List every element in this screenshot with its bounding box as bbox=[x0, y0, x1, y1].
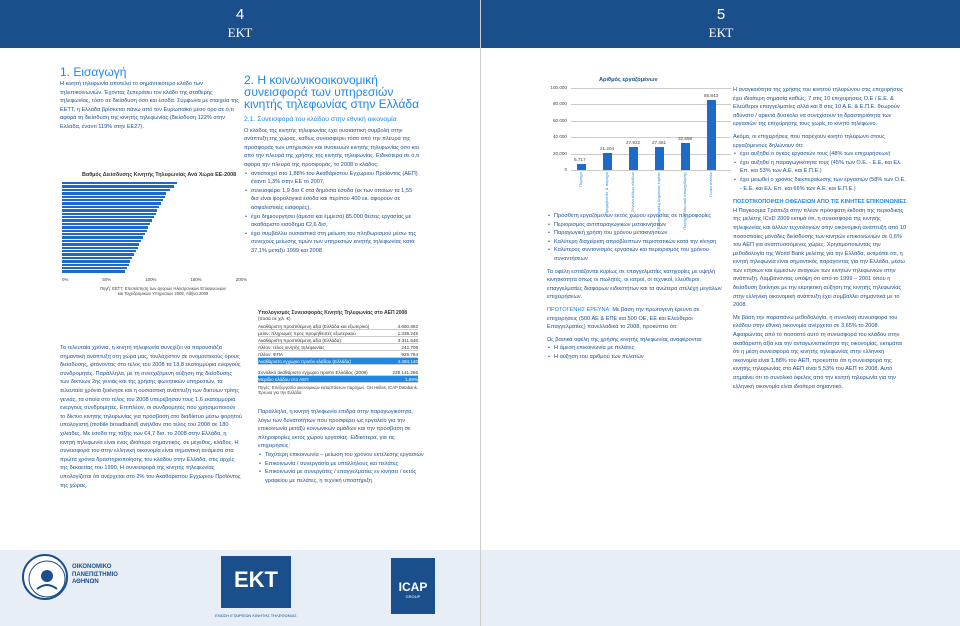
bullet-item: • Περιορισμός αντιπαραγωγικών μετακινήσεων bbox=[547, 221, 723, 230]
table-unit: (ποσά σε χιλ. €) bbox=[258, 316, 291, 321]
penetration-bar bbox=[62, 230, 147, 232]
penetration-bar bbox=[62, 253, 134, 255]
bar-value-label: 21.204 bbox=[600, 145, 615, 151]
category-label: Γενικό σύνολο bbox=[708, 172, 713, 198]
y-tick-label: 20.000 bbox=[552, 150, 567, 156]
page-number: 4 bbox=[235, 6, 245, 23]
penetration-bar bbox=[62, 216, 154, 218]
penetration-bar bbox=[62, 240, 141, 242]
bullet-item: • έχει αυξηθεί η παραγωγικότητα τους (45% των Ο.Ε. - Ε.Ε. και Ελ. Επ. και 53% των Α.Ε. και Ε.Π.Ε.) bbox=[733, 159, 909, 176]
bullet-item: • Η άμεση επικοινωνία με πελάτες bbox=[547, 344, 723, 353]
penetration-bar bbox=[62, 199, 163, 201]
bar-value-label: 6.717 bbox=[574, 157, 586, 163]
page-number: 5 bbox=[716, 6, 726, 23]
bullet-item: • έχει μειωθεί ο χρόνος διεκπεραίωσης των εργασιών (58% των Ο.Ε. - Ε.Ε. και Ελ. Επ. και 66% των Α.Ε. και Ε.Π.Ε.) bbox=[733, 176, 909, 193]
paragraph: Η αναγκαιότητα της χρήσης του κινητού τηλεφώνου στις επιχειρήσεις έχει ιδιαίτερη σημασία καθώς, 7 στις 10 επιχειρήσεις Ο.Ε / Ε.Ε. & Ελεύθεροι επαγγελματίες αλλά και 8 στις 10 Α.Ε. & Ε.Π.Ε. θεωρούν αδύνατο / αρκετά δύσκολο να συνεχίσουν τη δραστηριότητα των εργασιών της επιχείρησης τους χωρίς το κινητό τηλέφωνο. bbox=[733, 87, 904, 128]
middle-column bbox=[244, 74, 420, 256]
paragraph: Με βάση την παραπάνω μεθοδολογία, η συνολική συνεισφορά του κλάδου στην εθνική οικονομία ανέρχεται σε 3,65% το 2008. Αφαιρώντας από το ποσοστό αυτό τη συνεισφορά του κλάδου στην ακαθάριστη αξία και την ανταγωνιστικότητα της οικονομίας, εκτιμάται ότι η μέση συνεισφορά της κινητής τηλεφωνίας στην ελληνική οικονομία είναι 1,88% του ΑΕΠ, προκύπτει ότι η συνεισφορά της κινητής τηλεφωνίας στο ΑΕΠ είναι 5,53% του ΑΕΠ το 2008. Αυτό σημαίνει ότι το συνολικό όφελος από την κινητή τηλεφωνία για την ελληνική οικονομία είναι ιδιαίτερα σημαντικό. bbox=[733, 314, 902, 390]
penetration-bar bbox=[62, 264, 129, 266]
gridline bbox=[571, 170, 731, 171]
university-name: ΟΙΚΟΝΟΜΙΚΟ ΠΑΝΕΠΙΣΤΗΜΙΟ ΑΘΗΝΩΝ bbox=[72, 564, 118, 585]
axis-tick: 50% bbox=[102, 277, 112, 282]
gdp-table bbox=[258, 310, 418, 396]
gridline bbox=[571, 88, 731, 89]
bullet-item: • Παραγωγική χρήση του χρόνου μετακινήσεων bbox=[547, 229, 723, 238]
employment-bar bbox=[655, 147, 664, 170]
paragraph: Παράλληλα, η κινητή τηλεφωνία επιδρά στην παραγωγικότητα, λόγω των δυνατοτήτων που προσφέρει ως εργαλείο για την επικοινωνία μεταξύ κοινωνικών ομάδων και την πρόσβαση σε πληροφορίες εκτός χώρου εργασίας. Ειδικότερα, για τις επιχειρήσεις: bbox=[258, 409, 413, 450]
penetration-bar bbox=[62, 233, 145, 235]
bullet-item: • Καλύτερος συντονισμός εργασιών και περιορισμός του χρόνου συναντήσεων bbox=[547, 246, 723, 263]
intro-column bbox=[60, 66, 242, 132]
bullet-item: • Επικοινωνία / συνεργασία με υπαλλήλους και πελάτες bbox=[258, 460, 426, 469]
research-text: Με βάση την πρωτογενή έρευνα σε επιχειρήσεις (500 ΑΕ & ΕΠΕ και 500 ΟΕ, ΕΕ και Ελεύθεροι Επαγγελματίες) πανελλαδικά το 2008, προκύπτει ότι: bbox=[547, 306, 700, 331]
paragraph: Ακόμα, οι επιχειρήσεις που παρέχουν κινητό τηλέφωνο στους εργαζόμενους δηλώνουν ότι: bbox=[733, 133, 885, 149]
y-tick-label: 80.000 bbox=[552, 101, 567, 107]
axis-tick: 100% bbox=[145, 277, 157, 282]
y-tick-label: 60.000 bbox=[552, 117, 567, 123]
category-label: Πάροχοι bbox=[578, 172, 583, 187]
penetration-bar bbox=[62, 185, 174, 187]
paragraph: Ο κλάδος της κινητής τηλεφωνίας έχει ουσιαστική συμβολή στην ανάπτυξη της χώρας, καθώς συνεισφέρει τόσο από την πλευρά της προσφοράς των υπηρεσιών και συσκευών κινητής τηλεφωνίας όσο και από την πλευρά της χρήσης της κινητής τηλεφωνίας. Ειδικότερα σε ό,τι αφορά την πλευρά της προσφοράς, το 2008 ο κλάδος: bbox=[244, 127, 420, 168]
body-paragraph: Τα τελευταία χρόνια, η κινητή τηλεφωνία συνεχίζει να παρουσιάζει σημαντική ανάπτυξη στη χώρα μας, τουλάχιστον σε ονομαστικούς όρους διείσδυσης, φτάνοντας στο τέλος του 2008 τα 13,8 εκατομμύρια ενεργούς συνδρομητές. Παράλληλα, με τη συνεχιζόμενη αύξηση της διείσδυσης των δικτύων 2ης γενιάς και της χρήσης φωνητικών υπηρεσιών, τα τελευταία χρόνια ξεκίνησε και η ουσιαστική ανάπτυξη των δικτύων τρίτης γενιάς, τα οποία στο τέλος του 2008 υπερέβησαν τους 1,6 εκατομμύρια ενεργούς συνδρομητές. Επιπλέον, οι συνδρομητές που χρησιμοποιούν το δίκτυο κινητής τηλεφωνίας για πρόσβαση στο διαδίκτυο μέσω φορητού υπολογιστή (mobile broadband) ανήλθαν στο τέλος του 2008 σε 180 χιλιάδες. Με έσοδα της τάξης των €4,7 δισ. το 2008 στην Ελλάδα, η κινητή τηλεφωνία είναι ένας ιδιαίτερα σημαντικός, σε μέγεθος, κλάδος. Η συνεισφορά του στην ελληνική οικονομία είναι σημαντική ανάμεσα στα πρώτα χρόνια δραστηριοποίησης του κλάδου στην Ελλάδα, στις αρχές της δεκαετίας του 1990. Η συνεισφορά της κινητής τηλεφωνίας υπολογίζεται ότι ανέρχεται στο 2% του Ακαθάριστου Εγχώριου Προϊόντος της χώρας. bbox=[60, 345, 242, 489]
bullet-item: • αντιστοιχεί στο 1,88% του Ακαθάριστου Εγχώριου Προϊόντος (ΑΕΠ) έναντι 1,3% στην ΕΕ το 2007, bbox=[244, 170, 420, 187]
penetration-bar bbox=[62, 243, 139, 245]
penetration-bar bbox=[62, 223, 150, 225]
penetration-bar bbox=[62, 202, 161, 204]
employment-bar bbox=[707, 100, 716, 170]
penetration-bar bbox=[62, 260, 130, 262]
section-heading: 1. Εισαγωγή bbox=[60, 65, 127, 79]
category-label: Σύνολο άλλων κλάδων bbox=[630, 172, 635, 213]
bar-value-label: 27.461 bbox=[652, 140, 667, 146]
employment-bar bbox=[577, 164, 586, 170]
penetration-bar bbox=[62, 257, 132, 259]
category-label: Προμηθευτές & πάροχοι bbox=[604, 172, 609, 215]
paragraph: Τα οφέλη εστιάζονται κυρίως σε επαγγελματίες κατηγορίες με υψηλή κινητικότητα όπως οι πωλητές, οι ιατροί, οι τεχνικοί, ελεύθεροι επαγγελματίες διάφορων ειδικοτήτων και τα ανώτερα στελέχη μεγάλων επιχειρήσεων. bbox=[547, 268, 722, 301]
employment-bar bbox=[681, 143, 690, 170]
employment-bar bbox=[603, 153, 612, 170]
penetration-bar bbox=[62, 219, 152, 221]
university-seal-logo bbox=[22, 554, 68, 600]
research-label: ΠΡΩΤΟΓΕΝΗΣ ΕΡΕΥΝΑ: bbox=[547, 306, 611, 313]
axis-tick: 0% bbox=[62, 277, 69, 282]
penetration-bar bbox=[62, 189, 170, 191]
penetration-bar bbox=[62, 182, 177, 184]
subsection-heading: ΠΟΣΟΤΙΚΟΠΟΙΗΣΗ ΟΦΕΛΕΙΩΝ ΑΠΟ ΤΙΣ ΚΙΝΗΤΕΣ ΕΠΙΚΟΙΝΩΝΙΕΣ bbox=[733, 199, 907, 206]
y-tick-label: 100.000 bbox=[550, 85, 567, 90]
bullet-item: • συνεισφέρει 1,9 δισ € στα δημόσια έσοδα (εκ των οποίων τα 1,55 δισ είναι φορολογικά έσοδα και περίπου 400 εκ. αφορούν σε ασφαλιστικές εισφορές), bbox=[244, 187, 420, 213]
employment-bar bbox=[629, 147, 638, 170]
chart-title: Αριθμός εργαζομένων bbox=[599, 77, 658, 83]
axis-tick: 200% bbox=[235, 277, 247, 282]
penetration-chart bbox=[58, 168, 247, 310]
page-header-left bbox=[0, 0, 480, 48]
table-row-highlight: Ακαθάριστο εγχώριο προϊόν κλάδου (Ελλάδα) 4.484.140 bbox=[258, 359, 418, 364]
bullet-item: • έχει αυξηθεί ο όγκος εργασιών τους (48% των επιχειρήσεων) bbox=[733, 150, 909, 159]
penetration-bar bbox=[62, 270, 125, 272]
paragraph: Η Παγκόσμια Τράπεζα στην πλέον πρόσφατη έκδοση της περιοδικής της μελέτης ICxD 2009 εκτιμά ότι, η συνεισφορά της κινητής τηλεφωνίας και άλλων τεχνολογιών στην οικονομική ανάπτυξη από 10 ποσοστιαίες μονάδες διείσδυσης των κινητών επικοινωνιών σε 0,6% του ΑΕΠ για αναπτυσσόμενες χώρες. Χρησιμοποιώντας την μεθοδολογία της World Bank μελέτης για την Ελλάδα, εκτιμάται ότι, η κινητή τηλεφωνία είναι σημαντικός παράγοντας για την Ελλάδα, μέσω των ετήσιων και έμμεσων αναγκών των κινητών τηλεφωνιών στην ανάπτυξη. Λαμβάνοντας υπόψη ότι από το 1999 – 2001 όπου η διείσδυση ξεκίνησε με την εκρηκτική αύξηση της κινητής τηλεφωνίας στην ελληνική οικονομική ανάπτυξη έχει συμβάλλει σημαντικά με το 2008. bbox=[733, 207, 907, 309]
table-row: Συνολικό ακαθάριστο εγχώριο προϊόν Ελλάδας (2008) 239.141.266 bbox=[258, 370, 418, 375]
header-org: ΕΚΤ bbox=[227, 25, 253, 40]
bullet-item: • Επικοινωνία με συνεργάτες / επαγγελματίες εν κινήσει / εκτός γραφείου με πελάτες, η τεχνική υποστήριξη bbox=[258, 468, 426, 485]
penetration-bar bbox=[62, 206, 159, 208]
penetration-bar bbox=[62, 209, 157, 211]
table-title: Υπολογισμός Συνεισφοράς Κινητής Τηλεφωνίας στο ΑΕΠ 2008 bbox=[258, 310, 408, 316]
ekt-logo: ΕΚΤ bbox=[221, 556, 291, 608]
bullet-item: • έχει δημιουργήσει (άμεσα και έμμεσα) 85.000 θέσεις εργασίας με ακαθάριστο εισόδημα €2,6 δισ, bbox=[244, 213, 420, 230]
bar-value-label: 32.558 bbox=[678, 136, 693, 142]
penetration-bar bbox=[62, 236, 143, 238]
bar-value-label: 85.843 bbox=[704, 92, 719, 98]
penetration-bar bbox=[62, 267, 127, 269]
y-tick-label: 0 bbox=[564, 167, 567, 172]
header-org: ΕΚΤ bbox=[708, 25, 734, 40]
bullet-item: • Καλύτερη διαχείριση απρόβλεπτων περιστατικών κατά την κίνηση bbox=[547, 238, 723, 247]
penetration-bar bbox=[62, 226, 148, 228]
bar-value-label: 27.922 bbox=[626, 140, 641, 146]
chart-source: Πηγή: ΕΕΤΤ, Επισκόπηση των αγορών Ηλεκτρονικών Επικοινωνιών και Ταχυδρομικών Υπηρεσιών 2008, Αθήνα 2009 bbox=[99, 286, 227, 297]
footer-right bbox=[215, 550, 960, 626]
penetration-bar bbox=[62, 192, 166, 194]
middle-lower-column bbox=[258, 408, 426, 485]
table-row: πλέον: ΦΠΑ 929.784 bbox=[258, 352, 418, 357]
table-row: πλέον: τέλος κινητής τηλεφωνίας 242.708 bbox=[258, 345, 418, 350]
table-row-highlight: Μερίδιο κλάδου στο ΑΕΠ 1,88% bbox=[258, 377, 418, 382]
bullet-item: • Πρόσθετη εργαζόμενων εκτός χώρου εργασίας σε πληροφορίες bbox=[547, 212, 723, 221]
right-column bbox=[733, 86, 909, 391]
bullet-item: • έχει συμβάλλει ουσιαστικά στη μείωση του πληθωρισμού μέσω της συνεχούς μείωσης τιμών των υπηρεσιών κινητής τηλεφωνίας κατά 37,1% μεταξύ 1999 και 2008 bbox=[244, 230, 420, 256]
page-header-right bbox=[481, 0, 960, 48]
icap-logo: ICAP GROUP bbox=[391, 558, 435, 614]
penetration-bar bbox=[62, 196, 165, 198]
category-label: Παρόχων Ιδιωτικά απασχόλησης bbox=[682, 172, 687, 230]
table-row: Ακαθάριστη προστιθέμενη αξία (Ελλάδα και εξωτερικό) 4.650.892 bbox=[258, 324, 418, 329]
penetration-bar bbox=[62, 213, 156, 215]
bullet-item: • Ταχύτερη επικοινωνία – μείωση του χρόνου εκτέλεσης εργασιών bbox=[258, 451, 426, 460]
category-label: Έμμεσα οφέλη Δημόσιος τομέας bbox=[656, 172, 661, 230]
table-row: μείον: πληρωμές προς προμηθευτές εξωτερικού 1.339.245 bbox=[258, 331, 418, 336]
table-source: Πηγές: Επεξεργασία οικονομικών καταστάσεων παρόχων, ΟΗ Hellas, ICAP Databank, Έρευνα για την Ελλάδα bbox=[258, 385, 418, 396]
bullet-item: • Η αύξηση του αριθμού των πελατών bbox=[547, 353, 723, 362]
ekt-caption: ΕΝΩΣΗ ΕΤΑΙΡΕΙΩΝ ΚΙΝΗΤΗΣ ΤΗΛΕΦΩΝΙΑΣ bbox=[215, 613, 297, 618]
intro-paragraph: Η κινητή τηλεφωνία αποτελεί το σημαντικότερο κλάδο των τηλεπικοινωνιών. Έχοντας ξεπεράσει τον κλάδο της σταθερής τηλεφωνίας, τόσο σε διείσδυση όσο και έσοδα. Σύμφωνα με στοιχεία της ΕΕΤΤ, η Ελλάδα βρίσκεται πάνω από τον Ευρωπαϊκό μέσο όρο σε ό,τι αφορά τη διείσδυση της κινητής τηλεφωνίας (διείσδυση 122% στην Ελλάδα, έναντι 119% στην ΕΕ27). bbox=[60, 81, 239, 130]
axis-tick: 150% bbox=[190, 277, 202, 282]
body-column bbox=[60, 344, 242, 490]
section-heading: 2. Η κοινωνικοοικονομική συνεισφορά των υπηρεσιών κινητής τηλεφωνίας στην Ελλάδα bbox=[244, 73, 420, 111]
penetration-bar bbox=[62, 250, 136, 252]
subsection-heading: 2.1. Συνεισφορά του κλάδου στην εθνική οικονομία bbox=[244, 116, 397, 123]
paragraph: Ως βασικά οφέλη της χρήσης κινητής τηλεφωνίας αναφέρονται: bbox=[547, 336, 703, 343]
chart-title: Βαθμός Διείσδυσης Κινητής Τηλεφωνίας Ανά Χώρα ΕΕ-2008 bbox=[82, 172, 237, 178]
y-tick-label: 40.000 bbox=[552, 134, 567, 140]
chart-axis bbox=[62, 276, 247, 285]
middle-column-2 bbox=[547, 212, 723, 362]
penetration-bar bbox=[62, 247, 138, 249]
table-row: Ακαθάριστη προστιθέμενη αξία (Ελλάδα) 3.311.648 bbox=[258, 338, 418, 343]
